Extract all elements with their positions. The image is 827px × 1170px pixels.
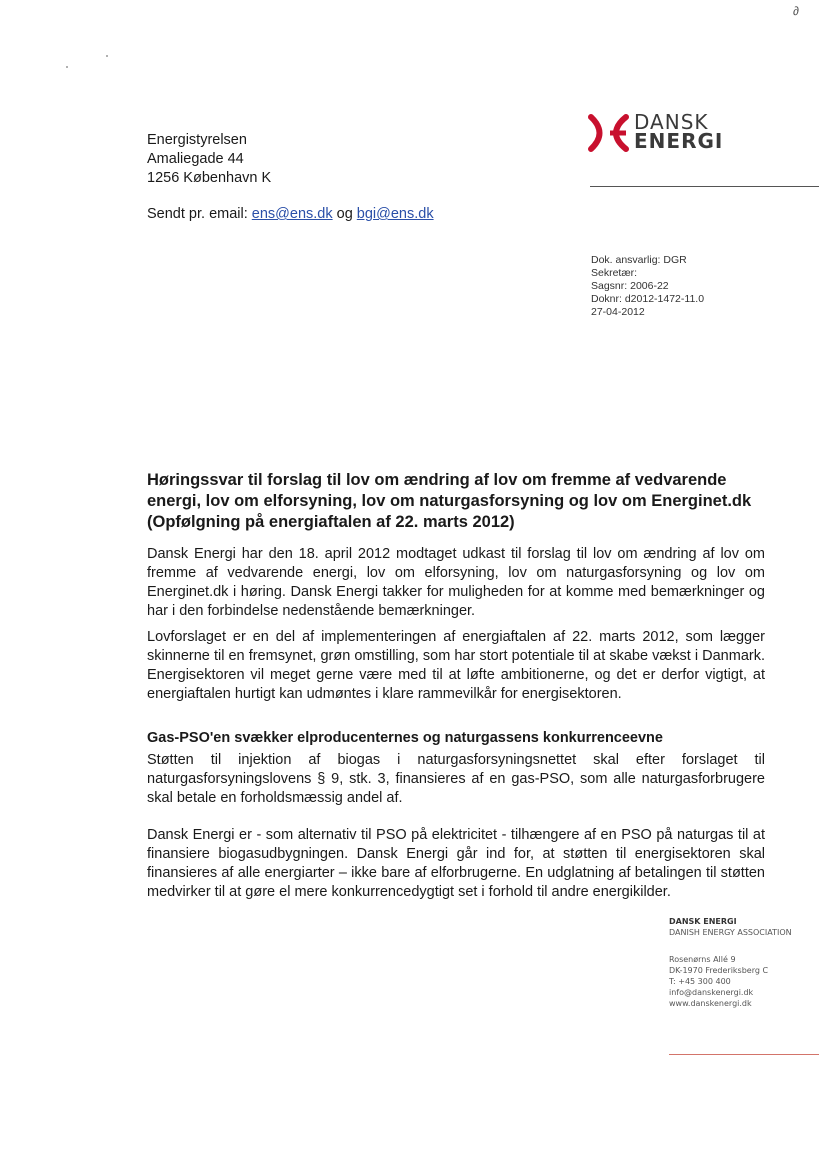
footer-rule <box>669 1054 819 1055</box>
email-link-bgi[interactable]: bgi@ens.dk <box>356 206 434 222</box>
footer-street: Rosenørns Allé 9 <box>669 955 736 964</box>
logo-word-energi: ENERGI <box>634 129 724 153</box>
logo-mark-icon <box>588 113 632 153</box>
meta-date: 27-04-2012 <box>591 306 645 318</box>
paragraph-gas-pso: Støtten til injektion af biogas i naturgasforsyningsnettet skal efter forslaget til naturgasforsyningslovens § 9, stk. 3, finansieres af en gas-PSO, som alle naturgasforbrugere skal betale en forholdsmæssig andel af. <box>147 752 765 806</box>
footer-org-name-en: DANISH ENERGY ASSOCIATION <box>669 928 792 937</box>
meta-secretary: Sekretær: <box>591 267 638 279</box>
email-conjunction: og <box>332 206 357 222</box>
footer-org-name: DANSK ENERGI <box>669 917 737 926</box>
recipient-street: Amaliegade 44 <box>147 151 244 167</box>
meta-responsible: Dok. ansvarlig: DGR <box>591 254 687 266</box>
logo-word-dansk: DANSK <box>634 110 709 134</box>
section-heading: Gas-PSO'en svækker elproducenternes og naturgassens konkurrenceevne <box>147 730 663 746</box>
email-line <box>147 206 434 222</box>
email-prefix: Sendt pr. email: <box>147 206 252 222</box>
meta-document-number: Doknr: d2012-1472-11.0 <box>591 293 705 305</box>
footer-city: DK-1970 Frederiksberg C <box>669 966 769 975</box>
recipient-name: Energistyrelsen <box>147 132 247 148</box>
footer-email: info@danskenergi.dk <box>669 988 754 997</box>
scan-speck <box>106 55 108 57</box>
meta-case-number: Sagsnr: 2006-22 <box>591 280 669 292</box>
document-meta <box>591 254 704 319</box>
recipient-city: 1256 København K <box>147 170 272 186</box>
paragraph-intro: Dansk Energi har den 18. april 2012 modtaget udkast til forslag til lov om ændring af lov om fremme af vedvarende energi, lov om elforsyning, lov om naturgasforsyning og lov om Energinet.dk i høring. Dansk Energi takker for muligheden for at komme med bemærkninger og har i den forbindelse nedenstående bemærkninger. <box>147 546 765 619</box>
scan-speck <box>66 66 68 68</box>
email-link-ens[interactable]: ens@ens.dk <box>251 206 333 222</box>
paragraph-pso-position: Dansk Energi er - som alternativ til PSO på elektricitet - tilhængere af en PSO på naturgas til at finansiere biogasudbygningen. Dansk Energi går ind for, at støtten til energisektoren skal finansieres af alle energiarter – ikke bare af elforbrugerne. En udglatning af betalingen til støtten medvirker til at gøre el mere konkurrencedygtigt set i forhold til andre energikilder. <box>147 827 765 900</box>
recipient-address <box>147 131 271 188</box>
paragraph-energy-agreement: Lovforslaget er en del af implementeringen af energiaftalen af 22. marts 2012, som lægger skinnerne til en fremsynet, grøn omstilling, som har stort potentiale til at skabe vækst i Danmark. Energisektoren vil meget gerne være med til at løfte ambitionerne, og det er derfor vigtigt, at energiaftalen hurtigt kan udmøntes i klare rammevilkår for energisektoren. <box>147 629 765 702</box>
header-rule <box>590 186 819 187</box>
document-title: Høringssvar til forslag til lov om ændring af lov om fremme af vedvarende energi, lov om elforsyning, lov om naturgasforsyning og lov om Energinet.dk (Opfølgning på energiaftalen af 22. marts 2012) <box>147 471 752 531</box>
footer-phone: T: +45 300 400 <box>669 977 731 986</box>
footer-website: www.danskenergi.dk <box>669 999 752 1008</box>
sender-footer <box>669 916 792 1009</box>
dansk-energi-logo <box>588 110 748 157</box>
corner-mark: ∂ <box>793 4 799 18</box>
